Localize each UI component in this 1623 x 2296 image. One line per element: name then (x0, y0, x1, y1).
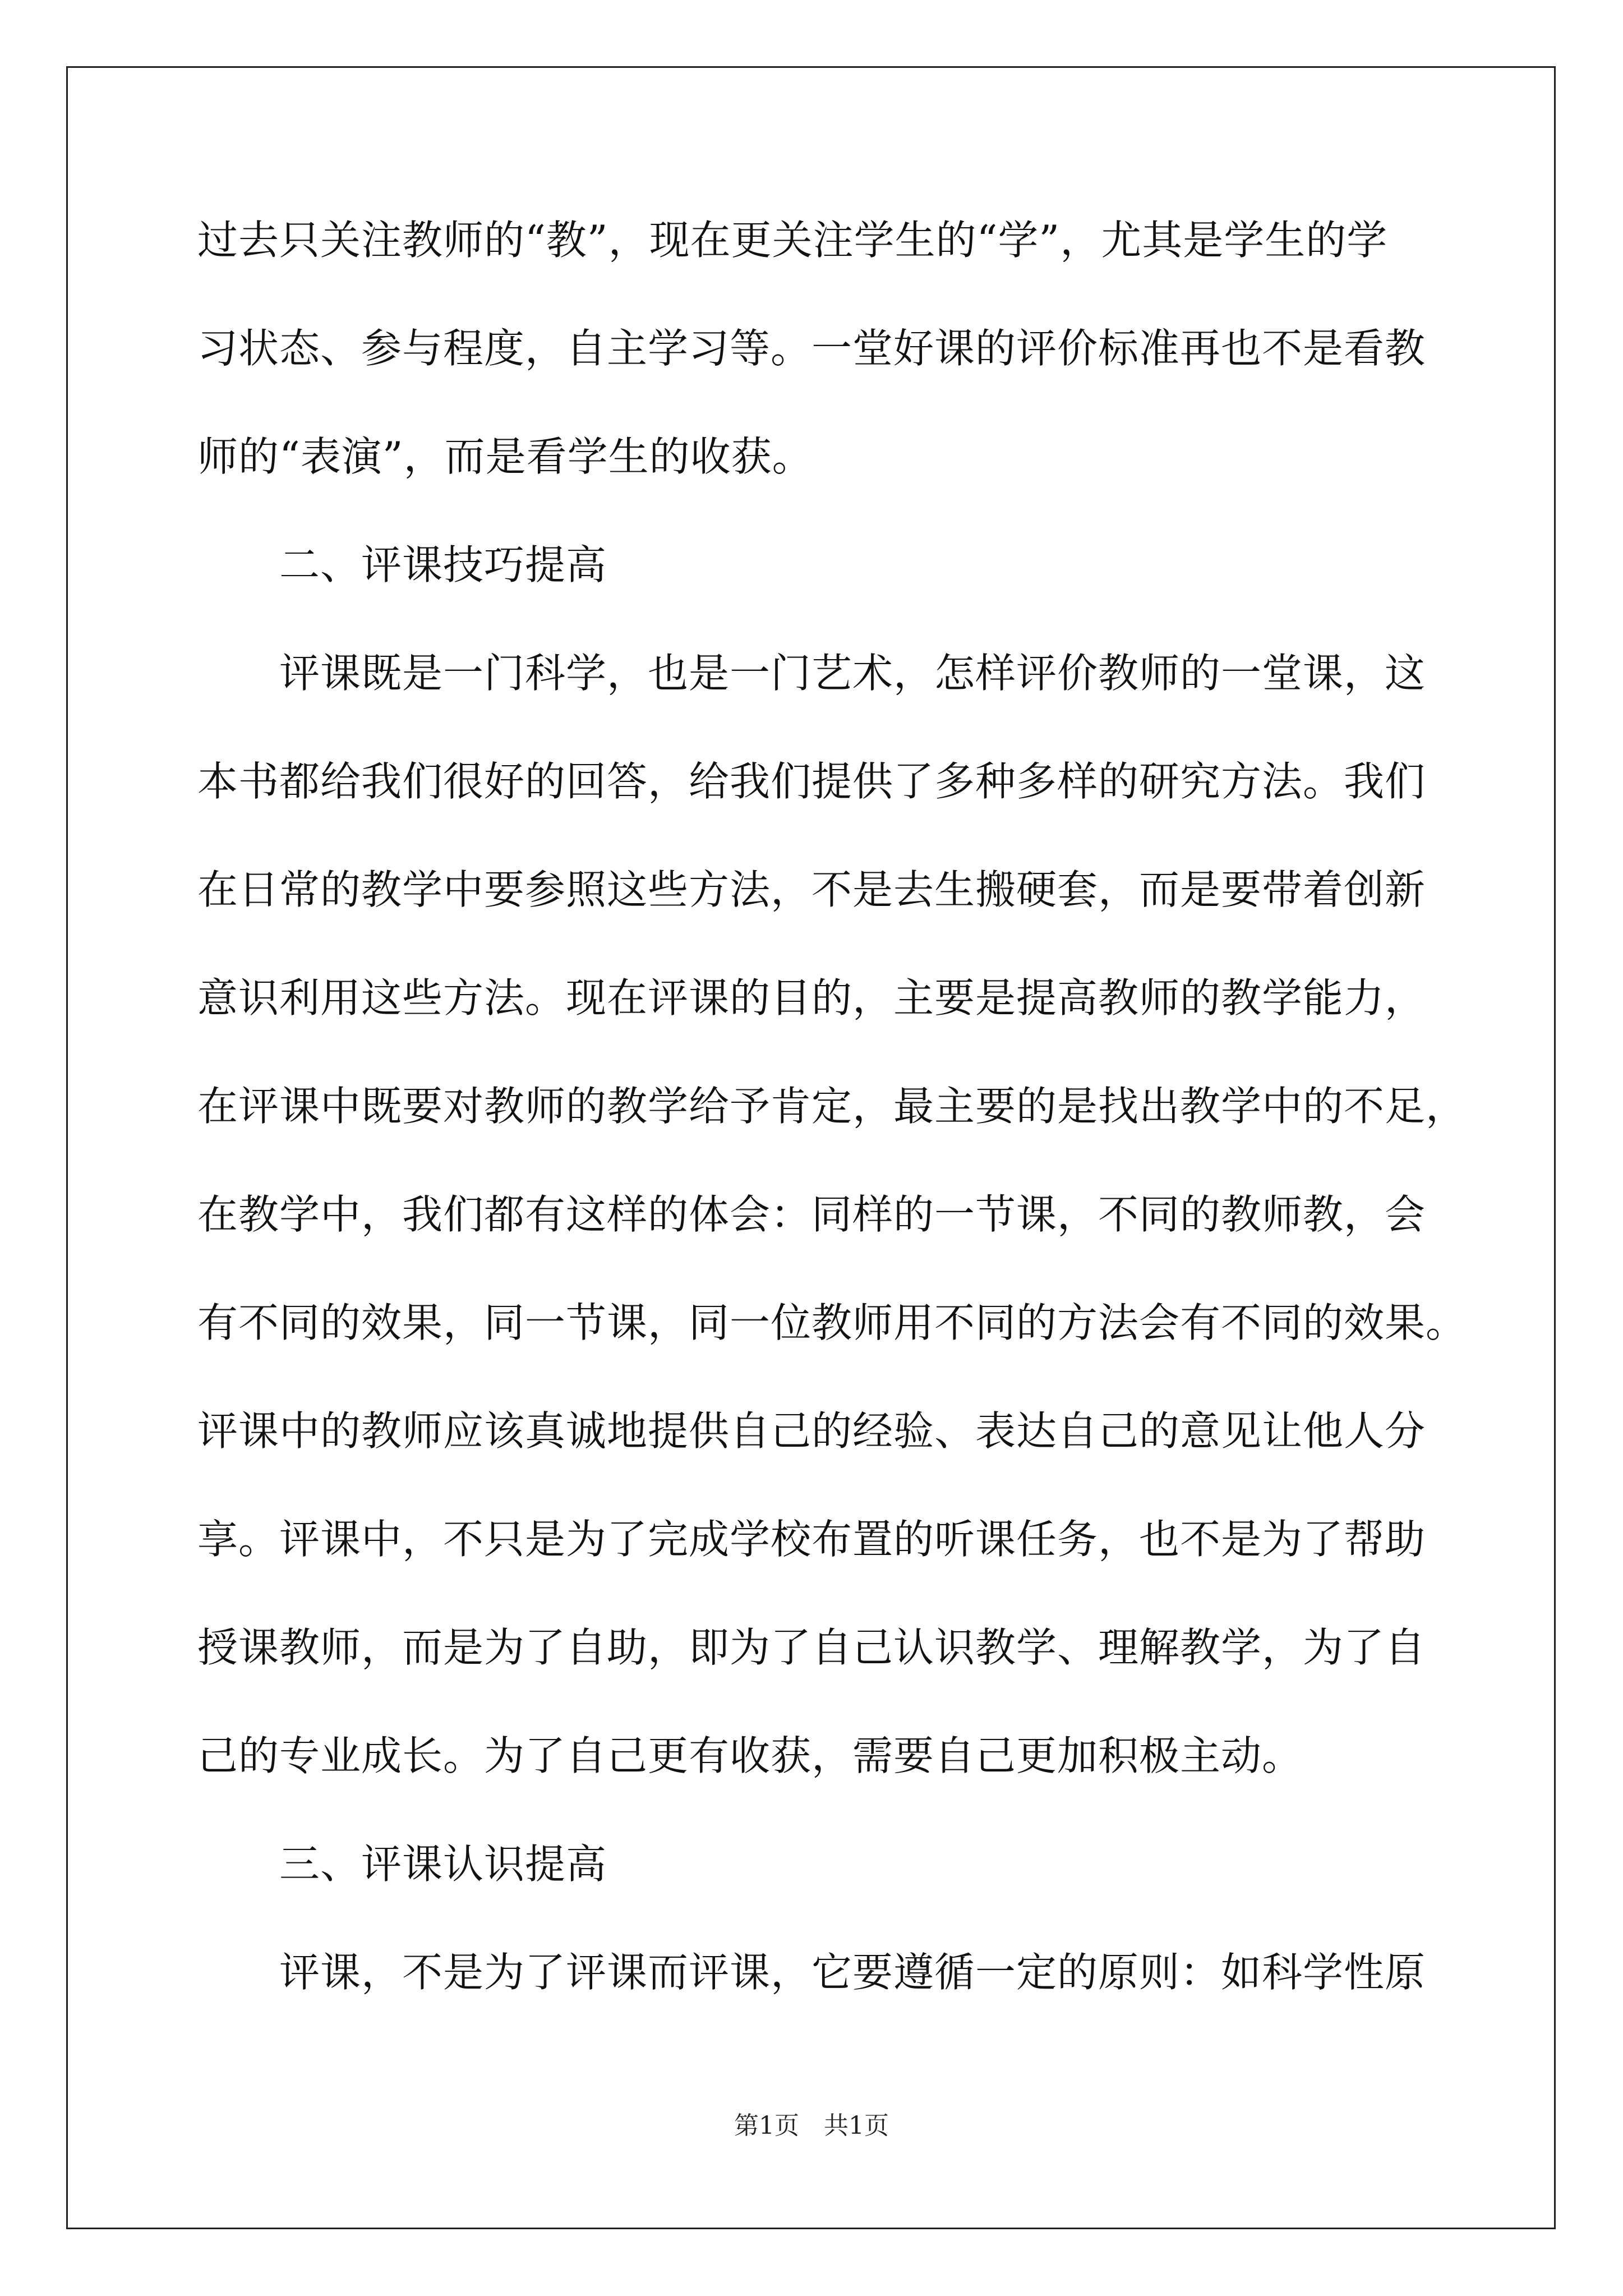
paragraph-2-line-5: 在评课中既要对教师的教学给予肯定，最主要的是找出教学中的不足， (197, 1083, 1467, 1130)
paragraph-2-line-4: 意识利用这些方法。现在评课的目的，主要是提高教师的教学能力， (197, 974, 1426, 1022)
paragraph-1-line-1: 过去只关注教师的“教”，现在更关注学生的“学”，尤其是学生的学 (197, 217, 1388, 264)
paragraph-3-line-1: 评课，不是为了评课而评课，它要遵循一定的原则：如科学性原 (279, 1949, 1426, 1996)
section-heading-3: 三、评课认识提高 (279, 1841, 607, 1888)
paragraph-2-line-6: 在教学中，我们都有这样的体会：同样的一节课，不同的教师教，会 (197, 1191, 1426, 1238)
paragraph-2-line-2: 本书都给我们很好的回答，给我们提供了多种多样的研究方法。我们 (197, 758, 1426, 805)
paragraph-2-line-1: 评课既是一门科学，也是一门艺术，怎样评价教师的一堂课，这 (279, 650, 1426, 697)
paragraph-2-line-11: 己的专业成长。为了自己更有收获，需要自己更加积极主动。 (197, 1732, 1303, 1779)
paragraph-1-line-2: 习状态、参与程度，自主学习等。一堂好课的评价标准再也不是看教 (197, 325, 1426, 372)
paragraph-2-line-10: 授课教师，而是为了自助，即为了自己认识教学、理解教学，为了自 (197, 1624, 1426, 1671)
page-number: 第1页 共1页 (734, 2111, 889, 2140)
page-border (66, 66, 1556, 2229)
paragraph-2-line-8: 评课中的教师应该真诚地提供自己的经验、表达自己的意见让他人分 (197, 1407, 1426, 1455)
paragraph-2-line-3: 在日常的教学中要参照这些方法，不是去生搬硬套，而是要带着创新 (197, 866, 1426, 913)
paragraph-2-line-9: 享。评课中，不只是为了完成学校布置的听课任务，也不是为了帮助 (197, 1516, 1426, 1563)
section-heading-2: 二、评课技巧提高 (279, 541, 607, 588)
paragraph-2-line-7: 有不同的效果，同一节课，同一位教师用不同的方法会有不同的效果。 (197, 1299, 1467, 1346)
paragraph-1-line-3: 师的“表演”，而是看学生的收获。 (197, 433, 813, 480)
